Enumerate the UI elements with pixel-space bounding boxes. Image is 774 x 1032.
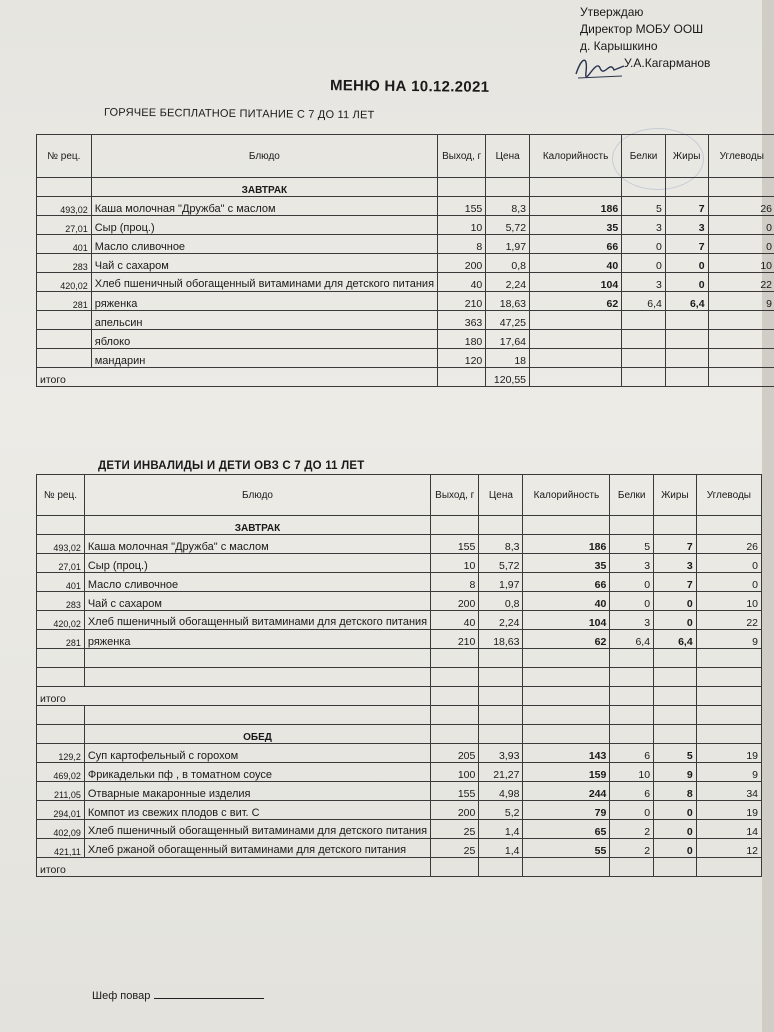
cell-dish: ряженка [84,630,430,649]
header-yield: Выход, г [438,135,486,178]
cell-carb: 0 [708,235,774,254]
cell-yield: 25 [431,839,479,858]
cell-prot [622,311,666,330]
cell-fat: 0 [654,801,697,820]
cell-fat [665,349,708,368]
header-price: Цена [479,475,523,516]
cell-dish: мандарин [91,349,437,368]
table-row [37,273,774,292]
table-row [37,292,774,311]
cell-carb: 14 [696,820,761,839]
cell-cal [530,311,622,330]
section-row [37,516,762,535]
cell-dish: Сыр (проц.) [84,554,430,573]
cell-dish: Хлеб пшеничный обогащенный витаминами для детского питания [91,273,437,292]
cell-dish: Хлеб пшеничный обогащенный витаминами для детского питания [84,820,430,839]
cell-dish: Чай с сахаром [84,592,430,611]
cell-yield: 210 [431,630,479,649]
header-dish: Блюдо [91,135,437,178]
cell-prot: 10 [610,763,654,782]
cell-prot: 0 [622,254,666,273]
cell-yield: 155 [438,197,486,216]
cell-code [37,349,92,368]
cell-code: 294,01 [37,801,85,820]
cell-prot: 5 [610,535,654,554]
header-price: Цена [486,135,530,178]
cell-price: 47,25 [486,311,530,330]
cell-cal: 35 [530,216,622,235]
cell-carb: 10 [708,254,774,273]
signature-icon [574,52,626,82]
total-label: итого [37,368,438,387]
approval-line: д. Карышкино [580,39,658,53]
cell-fat: 6,4 [665,292,708,311]
cell-yield: 180 [438,330,486,349]
header-cal: Калорийность [530,135,622,178]
cell-carb: 0 [696,573,761,592]
cell-yield: 363 [438,311,486,330]
table-row [37,535,762,554]
cell-price: 2,24 [486,273,530,292]
cell-code: 493,02 [37,535,85,554]
cell-carb: 22 [696,611,761,630]
cell-carb: 19 [696,744,761,763]
header-cal: Калорийность [523,475,610,516]
cell-code: 493,02 [37,197,92,216]
cell-code: 420,02 [37,611,85,630]
cell-dish: Компот из свежих плодов с вит. С [84,801,430,820]
cell-fat: 6,4 [654,630,697,649]
cell-fat: 7 [654,535,697,554]
table-row [37,820,762,839]
table-row [37,573,762,592]
footer-label: Шеф повар [92,990,151,1002]
cell-dish: Чай с сахаром [91,254,437,273]
header-prot: Белки [622,135,666,178]
cell-yield: 100 [431,763,479,782]
cell-cal: 104 [523,611,610,630]
cell-yield: 25 [431,820,479,839]
cell-price: 18,63 [479,630,523,649]
cell-fat: 5 [654,744,697,763]
cell-prot: 2 [610,839,654,858]
cell-prot: 5 [622,197,666,216]
section-row [37,725,762,744]
cell-price: 8,3 [486,197,530,216]
cell-yield: 8 [438,235,486,254]
cell-code: 281 [37,292,92,311]
cell-cal: 143 [523,744,610,763]
cell-fat: 8 [654,782,697,801]
cell-prot: 6,4 [622,292,666,311]
header-carb: Углеводы [708,135,774,178]
cell-cal: 186 [530,197,622,216]
page-title: МЕНЮ НА 10.12.2021 [329,77,490,96]
cell-code: 469,02 [37,763,85,782]
cell-price: 1,4 [479,820,523,839]
cell-code: 211,05 [37,782,85,801]
cell-fat [665,311,708,330]
cell-yield: 40 [438,273,486,292]
empty-row [37,706,762,725]
section-breakfast: ЗАВТРАК [91,178,437,197]
empty-row [37,668,762,687]
cell-dish: Каша молочная "Дружба" с маслом [84,535,430,554]
cell-yield: 40 [431,611,479,630]
cell-dish: ряженка [91,292,437,311]
cell-code [37,311,92,330]
cell-price: 17,64 [486,330,530,349]
header-prot: Белки [610,475,654,516]
cell-carb: 0 [696,554,761,573]
table-row [37,311,774,330]
cell-carb: 12 [696,839,761,858]
cell-prot: 6 [610,744,654,763]
cell-carb: 26 [696,535,761,554]
header-dish: Блюдо [84,475,430,516]
cell-yield: 155 [431,782,479,801]
table-row [37,763,762,782]
total-row [37,368,774,387]
cell-fat: 0 [665,254,708,273]
table-row [37,197,774,216]
cell-price: 5,72 [479,554,523,573]
cell-fat: 7 [654,573,697,592]
cell-prot: 2 [610,820,654,839]
cell-price: 1,4 [479,839,523,858]
cell-code: 420,02 [37,273,92,292]
cell-fat: 7 [665,235,708,254]
cell-price: 3,93 [479,744,523,763]
cell-prot: 3 [610,611,654,630]
section2-title: ДЕТИ ИНВАЛИДЫ И ДЕТИ ОВЗ С 7 ДО 11 ЛЕТ [98,460,365,472]
table-row [37,216,774,235]
table-header-row [37,135,774,178]
table-row [37,782,762,801]
cell-prot: 0 [610,573,654,592]
cell-yield: 200 [438,254,486,273]
cell-carb: 9 [696,630,761,649]
total-label: итого [37,858,431,877]
cell-dish: Суп картофельный с горохом [84,744,430,763]
cell-dish: Масло сливочное [91,235,437,254]
cell-yield: 200 [431,801,479,820]
cell-code: 129,2 [37,744,85,763]
cell-cal: 66 [523,573,610,592]
cell-price: 5,72 [486,216,530,235]
cell-cal: 35 [523,554,610,573]
cell-cal: 159 [523,763,610,782]
total-row [37,858,762,877]
cell-price: 21,27 [479,763,523,782]
cell-price: 1,97 [486,235,530,254]
cell-cal: 79 [523,801,610,820]
table-row [37,330,774,349]
cell-prot [622,330,666,349]
cell-dish: Сыр (проц.) [91,216,437,235]
cell-code: 27,01 [37,216,92,235]
cell-dish: Отварные макаронные изделия [84,782,430,801]
cell-cal: 40 [530,254,622,273]
table-row [37,744,762,763]
footer-signature [92,990,264,1002]
section-lunch: ОБЕД [84,725,430,744]
total-label: итого [37,687,431,706]
cell-prot: 0 [610,592,654,611]
cell-prot: 0 [622,235,666,254]
cell-fat: 0 [665,273,708,292]
cell-dish: Масло сливочное [84,573,430,592]
cell-code: 27,01 [37,554,85,573]
approval-line: Директор МОБУ ООШ [580,22,704,36]
cell-carb: 34 [696,782,761,801]
cell-cal: 40 [523,592,610,611]
cell-yield: 205 [431,744,479,763]
total-price: 120,55 [486,368,530,387]
cell-yield: 120 [438,349,486,368]
table-header-row [37,475,762,516]
signature-line [154,998,264,999]
cell-carb: 19 [696,801,761,820]
cell-prot: 3 [622,216,666,235]
table-row [37,630,762,649]
section-row [37,178,774,197]
cell-fat: 3 [665,216,708,235]
cell-cal: 62 [523,630,610,649]
section-breakfast: ЗАВТРАК [84,516,430,535]
cell-code: 281 [37,630,85,649]
cell-prot: 0 [610,801,654,820]
empty-row [37,649,762,668]
header-code: № рец. [37,475,85,516]
cell-carb: 26 [708,197,774,216]
cell-price: 2,24 [479,611,523,630]
cell-prot: 3 [610,554,654,573]
cell-cal [530,349,622,368]
cell-carb: 22 [708,273,774,292]
cell-fat [665,330,708,349]
cell-cal: 66 [530,235,622,254]
cell-carb: 9 [708,292,774,311]
header-carb: Углеводы [696,475,761,516]
cell-fat: 0 [654,592,697,611]
cell-fat: 0 [654,611,697,630]
cell-dish: Хлеб пшеничный обогащенный витаминами для детского питания [84,611,430,630]
table-row [37,801,762,820]
cell-prot: 6 [610,782,654,801]
table-row [37,554,762,573]
cell-code: 421,11 [37,839,85,858]
cell-price: 4,98 [479,782,523,801]
cell-dish: Каша молочная "Дружба" с маслом [91,197,437,216]
cell-prot: 6,4 [610,630,654,649]
cell-price: 0,8 [486,254,530,273]
cell-carb [708,311,774,330]
cell-code: 401 [37,235,92,254]
cell-code: 283 [37,592,85,611]
cell-yield: 8 [431,573,479,592]
cell-dish: Хлеб ржаной обогащенный витаминами для детского питания [84,839,430,858]
menu-table-disabled [36,474,762,877]
cell-yield: 200 [431,592,479,611]
cell-yield: 210 [438,292,486,311]
cell-cal: 104 [530,273,622,292]
header-yield: Выход, г [431,475,479,516]
cell-price: 18 [486,349,530,368]
cell-price: 5,2 [479,801,523,820]
cell-fat: 0 [654,839,697,858]
cell-prot: 3 [622,273,666,292]
cell-fat: 0 [654,820,697,839]
menu-table-free [36,134,774,387]
cell-price: 8,3 [479,535,523,554]
total-row [37,687,762,706]
cell-carb [708,330,774,349]
table-row [37,254,774,273]
cell-cal: 65 [523,820,610,839]
cell-yield: 155 [431,535,479,554]
cell-code [37,330,92,349]
cell-fat: 3 [654,554,697,573]
page-subtitle: ГОРЯЧЕЕ БЕСПЛАТНОЕ ПИТАНИЕ С 7 ДО 11 ЛЕТ [103,106,375,122]
table-row [37,235,774,254]
cell-fat: 9 [654,763,697,782]
cell-carb: 10 [696,592,761,611]
cell-price: 1,97 [479,573,523,592]
table-row [37,592,762,611]
cell-cal: 186 [523,535,610,554]
cell-fat: 7 [665,197,708,216]
cell-yield: 10 [438,216,486,235]
cell-prot [622,349,666,368]
cell-dish: Фрикадельки пф , в томатном соусе [84,763,430,782]
table-row [37,839,762,858]
cell-price: 18,63 [486,292,530,311]
cell-code: 283 [37,254,92,273]
approval-line: Утверждаю [580,5,644,19]
cell-carb: 0 [708,216,774,235]
cell-code: 402,09 [37,820,85,839]
cell-carb: 9 [696,763,761,782]
cell-yield: 10 [431,554,479,573]
header-fat: Жиры [654,475,697,516]
cell-cal: 244 [523,782,610,801]
table-row [37,349,774,368]
cell-cal [530,330,622,349]
cell-code: 401 [37,573,85,592]
cell-cal: 55 [523,839,610,858]
header-fat: Жиры [665,135,708,178]
cell-price: 0,8 [479,592,523,611]
header-code: № рец. [37,135,92,178]
cell-dish: яблоко [91,330,437,349]
table-row [37,611,762,630]
cell-cal: 62 [530,292,622,311]
cell-dish: апельсин [91,311,437,330]
approval-line: У.А.Кагарманов [624,56,711,70]
cell-carb [708,349,774,368]
